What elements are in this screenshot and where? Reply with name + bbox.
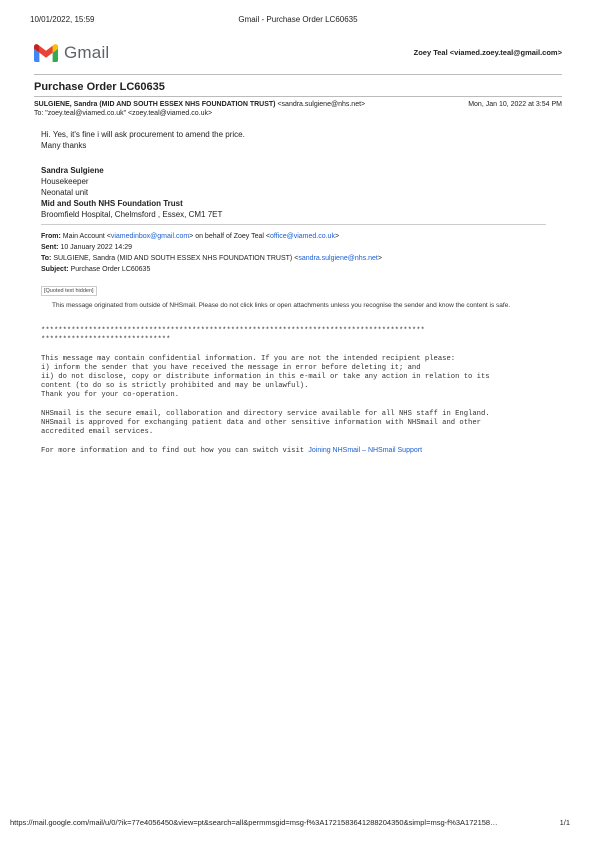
gmail-m-icon [34,44,58,62]
fwd-from-label: From: [41,233,61,240]
nhsmail-support-link[interactable]: Joining NHSmail – NHSmail Support [308,447,423,454]
print-footer-url: https://mail.google.com/mail/u/0/?ik=77e4056450&view=pt&search=all&permmsgid=msg-f%3A1721583641288204350&simpl=msg-f%3A172158… [10,818,498,827]
gmail-wordmark: Gmail [64,43,110,62]
gmail-logo [34,43,112,63]
sender-address: <sandra.sulgiene@nhs.net> [275,101,366,108]
disclaimer-line: NHSmail is the secure email, collaboration and directory service available for all NHS staff in England. [41,410,490,418]
fwd-from-text: Main Account < [60,233,111,240]
signature-name: Sandra Sulgiene [41,166,104,175]
fwd-to-line [41,253,382,264]
divider [34,96,562,97]
fwd-from-text: > on behalf of Zoey Teal < [189,233,270,240]
fwd-to-text: > [377,255,382,262]
fwd-from-email-link[interactable]: viamedinbox@gmail.com [110,233,190,240]
fwd-subject-label: Subject: [41,266,69,273]
disclaimer-line: ii) do not disclose, copy or distribute information in this e-mail or take any action in relation to its [41,373,490,381]
fwd-to-email-link[interactable]: sandra.sulgiene@nhs.net [298,255,378,262]
fwd-sent-value: 10 January 2022 14:29 [58,244,133,251]
fwd-subject-line [41,264,150,275]
email-date: Mon, Jan 10, 2022 at 3:54 PM [468,101,562,108]
print-datetime: 10/01/2022, 15:59 [30,15,95,24]
email-subject: Purchase Order LC60635 [34,81,165,93]
fwd-sent-label: Sent: [41,244,59,251]
body-line: Many thanks [41,141,87,150]
recipient-line: To: "zoey.teal@viamed.co.uk" <zoey.teal@viamed.co.uk> [34,110,213,117]
sender-line [34,101,365,108]
fwd-sent-line [41,242,132,253]
signature-org: Mid and South NHS Foundation Trust [41,199,183,208]
fwd-from-text: > [334,233,340,240]
disclaimer-line: This message may contain confidential information. If you are not the intended recipient please: [41,355,456,363]
print-title: Gmail - Purchase Order LC60635 [238,15,358,24]
more-info-line [41,447,422,456]
divider [34,74,562,75]
fwd-office-email-link[interactable]: office@viamed.co.uk [270,233,335,240]
fwd-from-line [41,231,339,242]
disclaimer-line: i) inform the sender that you have received the message in error before deleting it; and [41,364,421,372]
signature-unit: Neonatal unit [41,188,89,197]
disclaimer-line: accredited email services. [41,428,154,436]
disclaimer-line: content (to do so is strictly prohibited and may be unlawful). [41,382,309,390]
disclaimer-separator: ***************************************************************************************** [41,327,425,335]
fwd-to-label: To: [41,255,52,262]
external-sender-notice: This message originated from outside of NHSmail. Please do not click links or open attachments unless you recognise the sender and know the content is safe. [52,302,511,309]
page-number: 1/1 [559,818,570,827]
disclaimer-line: Thank you for your co-operation. [41,391,180,399]
account-label: Zoey Teal <viamed.zoey.teal@gmail.com> [413,48,562,57]
fwd-subject-value: Purchase Order LC60635 [68,266,151,273]
body-line: Hi. Yes, it's fine i will ask procurement to amend the price. [41,130,245,139]
disclaimer-separator: ****************************** [41,336,171,344]
signature-address: Broomfield Hospital, Chelmsford , Essex, CM1 7ET [41,210,223,219]
more-info-text: For more information and to find out how you can switch visit [41,447,309,455]
fwd-to-text: SULGIENE, Sandra (MID AND SOUTH ESSEX NHS FOUNDATION TRUST) < [51,255,299,262]
sender-name: SULGIENE, Sandra (MID AND SOUTH ESSEX NHS FOUNDATION TRUST) [34,101,276,108]
divider [41,224,546,225]
quoted-text-toggle[interactable]: [Quoted text hidden] [41,286,97,296]
disclaimer-line: NHSmail is approved for exchanging patient data and other sensitive information with NHSmail and other [41,419,481,427]
signature-role: Housekeeper [41,177,89,186]
